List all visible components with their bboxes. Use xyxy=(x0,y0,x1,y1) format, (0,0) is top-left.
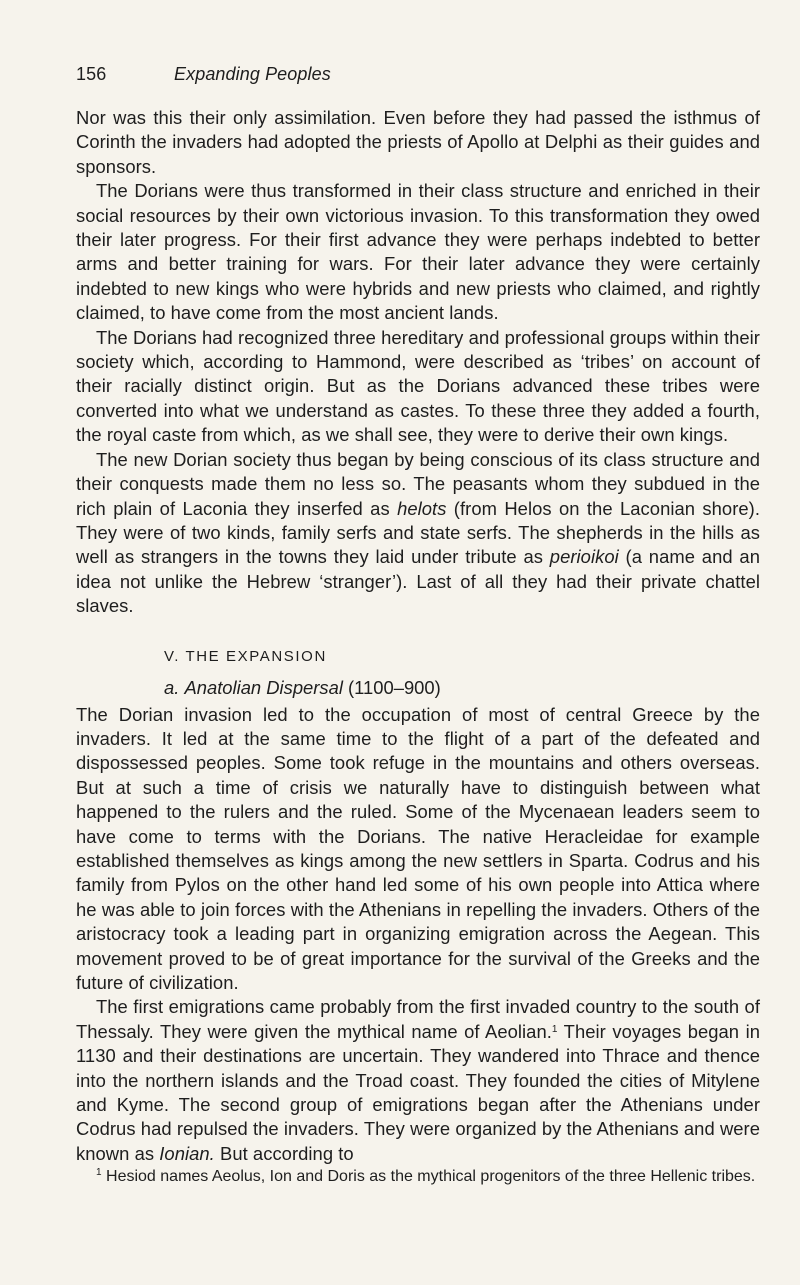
body-text-top xyxy=(76,106,760,619)
term-perioikoi: perioikoi xyxy=(549,546,619,568)
paragraph-assimilation: Nor was this their only assimilation. Even before they had passed the isthmus of Corinth the invaders had adopted the priests of Apollo at Delphi as their guides and sponsors. xyxy=(76,107,760,177)
subheading xyxy=(164,675,760,701)
subheading-title: Anatolian Dispersal xyxy=(184,676,343,698)
paragraph-castes: The Dorians had recognized three hereditary and professional groups within their society which, according to Hammond, were described as ‘tribes’ on account of their racially distinct origin. But as the Dorians advanced these tribes were converted into what we understand as castes. To these three they added a fourth, the royal caste from which, as we shall see, they were to derive their own kings. xyxy=(76,326,760,446)
section-heading: V. THE EXPANSION xyxy=(164,647,327,665)
paragraph-transformation: The Dorians were thus transformed in their class structure and enriched in their social resources by their own victorious invasion. To this transformation they owed their later progress. For their first advance they were perhaps indebted to better arms and better training for wars. For their later advance they were certainly indebted to new kings who were hybrids and new priests who claimed, and rightly claimed, to have come from the most ancient lands. xyxy=(76,180,760,324)
footnote-marker: 1 xyxy=(96,1167,102,1179)
subheading-label: a. xyxy=(164,676,180,698)
running-head xyxy=(76,62,760,86)
body-text-bottom xyxy=(76,703,760,1167)
paragraph-class-structure: The new Dorian society thus began by being conscious of its class structure and their conquests made them no less so. The peasants whom they subdued in the rich plain of Laconia they inserfed as helots (from Helos on the Laconian shore). They were of two kinds, family serfs and state serfs. The shepherds in the hills as well as strangers in the towns they laid under tribute as perioikoi (a name and an idea not unlike the Hebrew ‘stranger’). Last of all they had their private chattel slaves. xyxy=(76,448,760,617)
footnote-text: Hesiod names Aeolus, Ion and Doris as the mythical progenitors of the three Hellenic tribes. xyxy=(106,1168,756,1186)
paragraph-dorian-invasion: The Dorian invasion led to the occupation of most of central Greece by the invaders. It led at the same time to the flight of a part of the defeated and dispossessed peoples. Some took refuge in the mountains and others overseas. But at such a time of crisis we naturally have to distinguish between what happened to the rulers and the ruled. Some of the Mycenaean leaders seem to have come to terms with the Dorians. The native Heracleidae for example established themselves as kings among the new settlers in Sparta. Codrus and his family from Pylos on the other hand led some of his own people into Attica where he was able to join forces with the Athenians in repelling the invaders. Others of the aristocracy took a leading part in organizing emigration across the Aegean. This movement proved to be of great importance for the survival of the Greeks and the future of civilization. xyxy=(76,703,760,993)
term-helots: helots xyxy=(397,497,447,519)
footnote xyxy=(76,1166,760,1187)
term-ionian: Ionian. xyxy=(159,1142,215,1164)
subheading-dates: (1100–900) xyxy=(348,676,441,698)
page-number: 156 xyxy=(76,64,107,84)
book-title: Expanding Peoples xyxy=(174,64,331,84)
paragraph-emigrations: The first emigrations came probably from the first invaded country to the south of Thessaly. They were given the mythical name of Aeolian.$^1$ Their voyages began in 1130 and their destinations are uncertain. They wandered into Thrace and thence into the northern islands and the Troad coast. They founded the cities of Mitylene and Kyme. The second group of emigrations began after the Athenians under Codrus had repulsed the invaders. They were organized by the Athenians and were known as Ionian. But according to xyxy=(76,996,760,1164)
footnote-reference: 1 xyxy=(551,1023,558,1035)
